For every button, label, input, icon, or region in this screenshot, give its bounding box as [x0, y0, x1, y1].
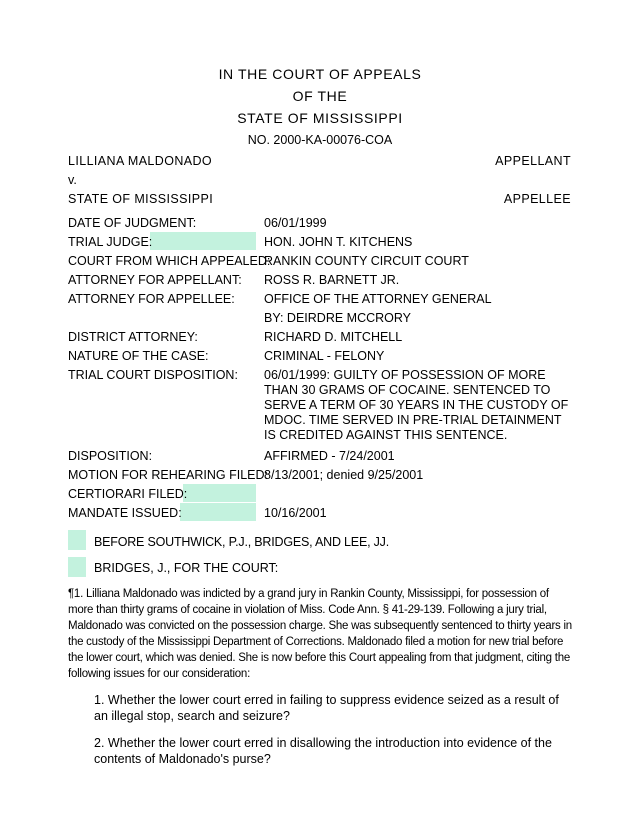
- certiorari-label: CERTIORARI FILED:: [68, 487, 188, 501]
- state-title: STATE OF MISSISSIPPI: [237, 110, 403, 126]
- appellant-role: APPELLANT: [495, 154, 571, 168]
- attorney-appellant-value: ROSS R. BARNETT JR.: [264, 273, 400, 287]
- trial-judge-value: HON. JOHN T. KITCHENS: [264, 235, 413, 249]
- appellee-role: APPELLEE: [503, 192, 571, 206]
- rehearing-label: MOTION FOR REHEARING FILED:: [68, 468, 269, 482]
- redacted-highlight: [68, 530, 86, 550]
- trial-judge-label: TRIAL JUDGE:: [68, 235, 153, 249]
- issue-2: 2. Whether the lower court erred in disallowing the introduction into evidence of the contents of Maldonado's purse?: [94, 736, 552, 766]
- redacted-highlight: [183, 484, 256, 502]
- appellee-name: STATE OF MISSISSIPPI: [68, 192, 214, 206]
- attorney-appellant-label: ATTORNEY FOR APPELLANT:: [68, 273, 242, 287]
- attorney-appellee-by: BY: DEIRDRE MCCRORY: [264, 311, 412, 325]
- attorney-appellee-label: ATTORNEY FOR APPELLEE:: [68, 292, 235, 306]
- attorney-appellee-value: OFFICE OF THE ATTORNEY GENERAL: [264, 292, 492, 306]
- district-attorney-label: DISTRICT ATTORNEY:: [68, 330, 198, 344]
- court-appealed-label: COURT FROM WHICH APPEALED:: [68, 254, 271, 268]
- redacted-highlight: [68, 557, 86, 577]
- disposition-value: AFFIRMED - 7/24/2001: [264, 449, 395, 463]
- trial-disposition-label: TRIAL COURT DISPOSITION:: [68, 368, 238, 382]
- redacted-highlight: [180, 503, 256, 521]
- trial-disposition-value: 06/01/1999: GUILTY OF POSSESSION OF MORE THAN 30 GRAMS OF COCAINE. SENTENCED TO SERVE A TERM OF 30 YEARS IN THE CUSTODY OF MDOC. TIME SERVED IN PRE-TRIAL DETAINMENT IS CREDITED AGAINST THIS SENTENCE.: [264, 368, 569, 442]
- issue-1: 1. Whether the lower court erred in failing to suppress evidence seized as a result of an illegal stop, search and seizure?: [94, 693, 559, 723]
- opinion-paragraph-1: ¶1. Lilliana Maldonado was indicted by a grand jury in Rankin County, Mississippi, for possession of more than thirty grams of cocaine in violation of Miss. Code Ann. § 41-29-139. Following a jury trial, Maldonado was convicted on the possession charge. She was subsequently sentenced to thirty years in the custody of the Mississippi Department of Corrections. Maldonado filed a motion for new trial before the lower court, which was denied. She is now before this Court appealing from that judgment, citing the following issues for our consideration:: [68, 588, 572, 680]
- appellant-name: LILLIANA MALDONADO: [68, 154, 213, 168]
- versus: v.: [68, 173, 77, 187]
- mandate-label: MANDATE ISSUED:: [68, 506, 182, 520]
- district-attorney-value: RICHARD D. MITCHELL: [264, 330, 403, 344]
- court-title: IN THE COURT OF APPEALS: [218, 66, 422, 82]
- panel-author: BRIDGES, J., FOR THE COURT:: [94, 561, 279, 575]
- case-number: NO. 2000-KA-00076-COA: [247, 133, 393, 147]
- court-appealed-value: RANKIN COUNTY CIRCUIT COURT: [264, 254, 469, 268]
- court-title-of: OF THE: [292, 88, 348, 104]
- nature-label: NATURE OF THE CASE:: [68, 349, 209, 363]
- redacted-highlight: [150, 232, 256, 250]
- date-of-judgment-value: 06/01/1999: [264, 216, 327, 230]
- nature-value: CRIMINAL - FELONY: [264, 349, 385, 363]
- rehearing-value: 8/13/2001; denied 9/25/2001: [264, 468, 424, 482]
- disposition-label: DISPOSITION:: [68, 449, 153, 463]
- mandate-value: 10/16/2001: [264, 506, 327, 520]
- panel-before: BEFORE SOUTHWICK, P.J., BRIDGES, AND LEE, JJ.: [94, 535, 389, 549]
- date-of-judgment-label: DATE OF JUDGMENT:: [68, 216, 197, 230]
